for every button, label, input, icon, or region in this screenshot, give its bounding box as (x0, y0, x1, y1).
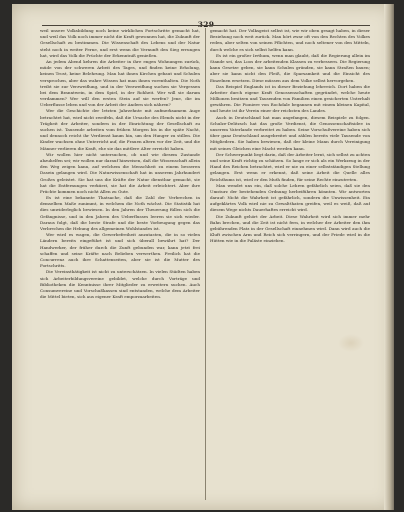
paragraph: Es ist ein großer Irrthum, wenn man glaubt, daß die Regierung allein im Stande sei, das Loos der arbeitenden Klassen zu verbessern. Die Regierung kann Gesetze geben, sie kann Schulen gründen, sie kann Straßen bauen; aber sie kann nicht den Fleiß, die Sparsamkeit und die Einsicht des Einzelnen ersetzen. Diese müssen aus dem Volke selbst hervorgehen. (210, 52, 370, 83)
paragraph: Der Schwerpunkt liegt darin, daß der Arbeiter lernt, sich selbst zu achten und seine Kraft richtig zu schätzen. So lange er sich als ein Werkzeug in der Hand des Reichen betrachtet, wird er nie zu einer selbstständigen Stellung gelangen. Erst wenn er erkennt, daß seine Arbeit die Quelle alles Reichthums ist, wird er den Muth finden, für seine Rechte einzutreten. (210, 151, 370, 182)
paragraph: Wer wird es wagen, die Gewerbefreiheit anzutasten, die in so vielen Ländern bereits eingeführt ist und sich überall bewährt hat? Der Handwerker, der früher durch die Zunft gebunden war, kann jetzt frei schaffen und seine Kräfte nach Belieben verwerthen. Freilich hat die Concurrenz auch ihre Schattenseiten, aber sie ist die Mutter des Fortschritts. (40, 232, 200, 269)
left-column (40, 28, 200, 502)
column-divider (205, 28, 206, 500)
paragraph: Wir wollen hier nicht untersuchen, ob und wie diesem Zustande abzuhelfen sei; wir wollen nur darauf hinweisen, daß die Wissenschaft allein den Weg zeigen kann, auf welchem die Menschheit zu einem besseren Dasein gelangen wird. Die Naturwissenschaft hat in unserem Jahrhundert Großes geleistet. Sie hat uns die Kräfte der Natur dienstbar gemacht, sie hat die Entfernungen verkürzt, sie hat die Arbeit erleichtert. Aber ihre Früchte kommen noch nicht Allen zu Gute. (40, 151, 200, 194)
paragraph: Die Vereinsthätigkeit ist nicht zu unterschätzen. In vielen Städten haben sich Arbeiterbildungsvereine gebildet, welche durch Vorträge und Bibliotheken die Kenntnisse ihrer Mitglieder zu erweitern suchen. Auch Consumvereine und Vorschußkassen sind entstanden, welche dem Arbeiter die Mittel bieten, sich aus eigener Kraft emporzuarbeiten. (40, 269, 200, 300)
right-column (210, 28, 370, 502)
paragraph: Die Zukunft gehört der Arbeit. Diese Wahrheit wird sich immer mehr Bahn brechen, und die Zeit ist nicht fern, in welcher der Arbeiter den ihm gebührenden Platz in der Gesellschaft einnehmen wird. Dann wird auch die Kluft zwischen Arm und Reich sich verringern, und der Friede wird in die Hütten wie in die Paläste einziehen. (210, 213, 370, 244)
book-page (12, 4, 394, 510)
paragraph: Auch in Deutschland hat man angefangen, diesem Beispiele zu folgen. Schulze-Delitzsch hat das große Verdienst, die Genossenschaftsidee in unserem Vaterlande verbreitet zu haben. Seine Vorschußvereine haben sich über ganz Deutschland ausgebreitet und zählen bereits viele Tausende von Mitgliedern. Sie haben bewiesen, daß der kleine Mann durch Vereinigung mit seines Gleichen eine Macht werden kann. (210, 114, 370, 151)
header-rule (42, 25, 370, 26)
page-number: 329 (197, 20, 215, 29)
paragraph: Es ist eine bekannte Thatsache, daß die Zahl der Verbrechen in demselben Maße zunimmt, in welchem die Noth wächst. Die Statistik hat dies unwiderleglich bewiesen. In den Jahren der Theuerung füllen sich die Gefängnisse, und in den Jahren des Ueberflusses leeren sie sich wieder. Daraus folgt, daß die beste Strafe und die beste Vorbeugung gegen das Verbrechen die Hebung des allgemeinen Wohlstandes ist. (40, 195, 200, 231)
paragraph: Wer die Geschichte der letzten Jahrzehnte mit aufmerksamem Auge betrachtet hat, wird nicht zweifeln, daß die Ursache des Elends nicht in der Trägheit der Arbeiter, sondern in der Einrichtung der Gesellschaft zu suchen ist. Tausende arbeiten vom frühen Morgen bis in die späte Nacht, und dennoch reicht ihr Verdienst kaum hin, um den Hunger zu stillen. Die Kinder wachsen ohne Unterricht auf, die Frauen altern vor der Zeit, und die Männer verlieren die Kraft, ehe sie das mittlere Alter erreicht haben. (40, 108, 200, 151)
paragraph: Man wendet uns ein, daß solche Lehren gefährlich seien, daß sie den Umsturz der bestehenden Ordnung herbeiführen könnten. Wir antworten darauf: Nicht die Wahrheit ist gefährlich, sondern die Unwissenheit. Ein aufgeklärtes Volk wird nie zu Gewaltthaten greifen, weil es weiß, daß auf diesem Wege nichts Dauerhaftes erreicht wird. (210, 182, 370, 213)
paragraph: An jedem Abend kehren die Arbeiter in ihre engen Wohnungen zurück, müde von der schweren Arbeit des Tages, und finden keine Erholung, keinen Trost, keine Belehrung. Man hat ihnen Kirchen gebaut und Schulen versprochen, aber das wahre Wissen hat man ihnen vorenthalten. Die Noth treibt sie zur Verzweiflung, und in der Verzweiflung suchen sie Vergessen bei dem Branntwein, in dem Spiel, in der Rohheit. Wer will sie darum verdammen? Wer will den ersten Stein auf sie werfen? Jene, die im Ueberflusse leben und von der Arbeit der Andern sich nähren? (40, 58, 200, 108)
paragraph: Das Beispiel Englands ist in dieser Beziehung lehrreich. Dort haben die Arbeiter durch eigene Kraft Genossenschaften gegründet, welche heute Millionen besitzen und Tausenden von Familien einen gesicherten Unterhalt gewähren. Die Pioniere von Rochdale begannen mit einem kleinen Kapital, und heute ist ihr Verein einer der reichsten des Landes. (210, 83, 370, 114)
paragraph: gemacht hat. Der Volksgeist selbst ist, wie wir oben gesagt haben, in dieser Beziehung noch weit zurück. Man hört zwar oft von den Rechten des Volkes reden, aber selten von seinen Pflichten, und noch seltener von den Mitteln, durch welche es sich selbst helfen kann. (210, 28, 370, 52)
page-binding-shadow (384, 4, 394, 510)
paragraph: weil unsere Volksbildung noch keine wirklichen Fortschritte gemacht hat, und weil das Volk noch immer nicht die Kraft gewonnen hat, die Zukunft der Gesellschaft zu bestimmen. Die Wissenschaft des Lebens und der Natur steht noch in weiter Ferne, und erst wenn die Vernunft den Sieg errungen hat, wird das Volk die Früchte der Erkenntniß genießen. (40, 28, 200, 58)
page-header (42, 12, 370, 29)
